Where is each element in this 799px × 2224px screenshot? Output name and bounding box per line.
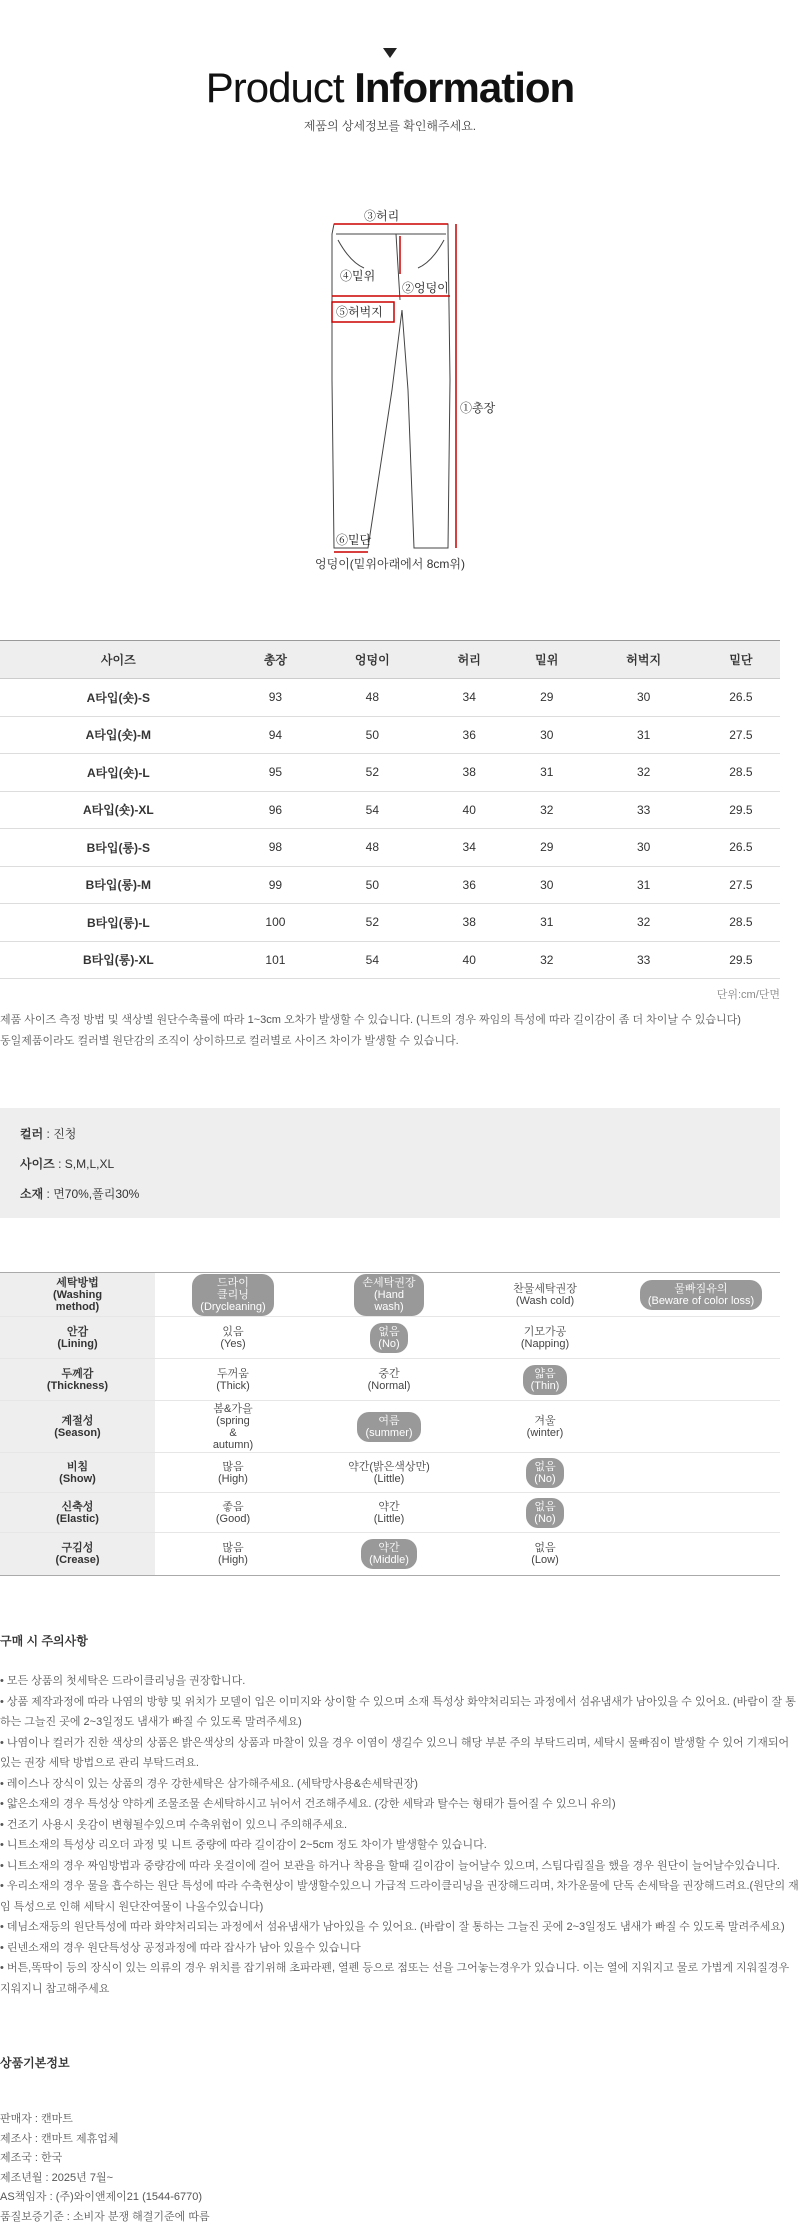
size-name-cell: A타입(숏)-L (0, 754, 237, 792)
size-value-cell: 54 (314, 791, 430, 829)
care-option-cell (155, 1273, 311, 1316)
size-value-cell: 34 (430, 829, 508, 867)
pocket-lines (338, 240, 444, 268)
care-option-cell (311, 1359, 467, 1400)
size-value-cell: 32 (508, 791, 586, 829)
care-option-cell (311, 1493, 467, 1532)
size-value-cell: 31 (508, 754, 586, 792)
care-row-header: 세탁방법 (Washing method) (0, 1273, 155, 1316)
precaution-line: • 버튼,똑딱이 등의 장식이 있는 의류의 경우 위치를 잡기위해 초파라펜, 열펜 등으로 점또는 선을 그어놓는경우가 있습니다. 이는 열에 지워지고 물로 가볍게 지워질경우 (0, 1962, 790, 1974)
header-waist: 허리 (430, 641, 508, 679)
care-option-cell (467, 1359, 623, 1400)
care-option-cell (311, 1273, 467, 1316)
size-table-row (0, 904, 780, 942)
care-option: 좋음 (Good) (215, 1500, 251, 1525)
care-option-cell (467, 1453, 623, 1492)
care-option-cell (623, 1493, 779, 1532)
size-value-cell: 40 (430, 791, 508, 829)
size-value-cell: 54 (314, 941, 430, 979)
precaution-line: • 모든 상품의 첫세탁은 드라이클리닝을 권장합니다. (0, 1675, 246, 1687)
label-hem: ⑥밑단 (336, 533, 372, 547)
size-value-cell: 36 (430, 866, 508, 904)
care-row (0, 1493, 780, 1533)
unit-label: 단위:cm/단면 (716, 989, 780, 1001)
size-value-cell: 36 (430, 716, 508, 754)
header-rise: 밑위 (508, 641, 586, 679)
size-name-cell: B타입(롱)-XL (0, 941, 237, 979)
care-option-selected: 없음 (No) (526, 1498, 563, 1528)
care-option: 중간 (Normal) (367, 1367, 411, 1392)
care-option: 찬물세탁권장 (Wash cold) (513, 1282, 577, 1307)
label-waist: ③허리 (364, 209, 400, 223)
size-value-cell: 30 (508, 866, 586, 904)
care-row (0, 1317, 780, 1359)
basic-info-line: 제조사 : 캔마트 제휴업체 (0, 2132, 119, 2145)
size-value-cell: 30 (508, 716, 586, 754)
label-hip: ②엉덩이 (402, 281, 449, 295)
size-value-cell: 101 (237, 941, 315, 979)
size-value-cell: 28.5 (702, 904, 780, 942)
basic-info-line: 판매자 : 캔마트 (0, 2113, 73, 2125)
care-option-cell (467, 1493, 623, 1532)
care-row-header: 안감 (Lining) (0, 1317, 155, 1358)
size-value-cell: 96 (237, 791, 315, 829)
care-option: 있음 (Yes) (220, 1325, 246, 1350)
care-option-cell (467, 1317, 623, 1358)
care-option-cell (311, 1401, 467, 1452)
size-value-cell: 48 (314, 679, 430, 717)
size-name-cell: A타입(숏)-XL (0, 791, 237, 829)
precaution-line: • 니트소재의 특성상 리오더 과정 및 니트 중량에 따라 길이감이 2~5cm 정도 차이가 발생할수 있습니다. (0, 1839, 487, 1851)
size-value-cell: 100 (237, 904, 315, 942)
precaution-line: • 데님소재등의 원단특성에 따라 화약처리되는 과정에서 섬유냄새가 남아있을 수 있어요. (바람이 잘 통하는 그늘진 곳에 2~3일정도 냄새가 빠질 수 있도록 말려주세요) (0, 1921, 785, 1933)
size-name-cell: A타입(숏)-M (0, 716, 237, 754)
precaution-line: 있는 권장 세탁 방법으로 관리 부탁드려요. (0, 1757, 199, 1769)
size-value-cell: 29 (508, 829, 586, 867)
label-rise: ④밑위 (340, 269, 376, 283)
care-table (0, 1272, 780, 1576)
size-value-cell: 99 (237, 866, 315, 904)
down-arrow-icon (383, 48, 397, 58)
basic-info-title: 상품기본정보 (0, 2056, 70, 2070)
care-option-cell (623, 1533, 779, 1575)
care-option-cell (623, 1317, 779, 1358)
size-table-row (0, 791, 780, 829)
size-value-cell: 27.5 (702, 716, 780, 754)
title-bold: Information (354, 64, 575, 111)
care-row (0, 1401, 780, 1453)
care-option-cell (311, 1533, 467, 1575)
size-value-cell: 94 (237, 716, 315, 754)
size-note-2: 동일제품이라도 컬러별 원단감의 조직이 상이하므로 컬러별로 사이즈 차이가 발생할 수 있습니다. (0, 1035, 459, 1047)
care-row (0, 1273, 780, 1317)
basic-info-line: 제조년월 : 2025년 7월~ (0, 2171, 113, 2184)
care-option: 약간 (Little) (373, 1500, 405, 1525)
size-value-cell: 48 (314, 829, 430, 867)
size-value-cell: 28.5 (702, 754, 780, 792)
header-thigh: 허벅지 (586, 641, 702, 679)
precaution-line: 하는 그늘진 곳에 2~3일정도 냄새가 빠질 수 있도록 말려주세요) (0, 1716, 302, 1728)
precaution-line: • 니트소재의 경우 짜임방법과 중량감에 따라 옷걸이에 걸어 보관을 하거나 착용을 할때 길이감이 늘어날수 있으며, 스팀다림질을 했을 경우 원단이 늘어날수있습니다. (0, 1859, 780, 1872)
care-row-header: 계절성 (Season) (0, 1401, 155, 1452)
care-option: 많음 (High) (218, 1460, 248, 1485)
care-option-cell (155, 1359, 311, 1400)
size-table-row (0, 754, 780, 792)
care-option-cell (467, 1533, 623, 1575)
precaution-line: • 상품 제작과정에 따라 나염의 방향 및 위치가 모델이 입은 이미지와 상이할 수 있으며 소재 특성상 화약처리되는 과정에서 섬유냄새가 남아있을 수 있어요. (바람이 잘 통 (0, 1695, 796, 1708)
size-value-cell: 31 (586, 716, 702, 754)
title-light: Product (205, 64, 344, 111)
label-length: ①총장 (460, 401, 496, 415)
size-value-cell: 27.5 (702, 866, 780, 904)
size-note-1: 제품 사이즈 측정 방법 및 색상별 원단수축률에 따라 1~3cm 오차가 발생할 수 있습니다. (니트의 경우 짜임의 특성에 따라 길이감이 좀 더 차이날 수 있습니다) (0, 1014, 741, 1026)
diagram-caption: 엉덩이(밑위아래에서 8cm위) (315, 557, 465, 571)
size-value-cell: 38 (430, 754, 508, 792)
size-name-cell: B타입(롱)-M (0, 866, 237, 904)
size-value-cell: 52 (314, 754, 430, 792)
care-row (0, 1453, 780, 1493)
care-option-cell (623, 1273, 779, 1316)
care-row-header: 비침 (Show) (0, 1453, 155, 1492)
basic-info-line: AS책임자 : (주)와이앤제이21 (1544-6770) (0, 2191, 203, 2203)
care-option-cell (623, 1359, 779, 1400)
precaution-line: • 건조기 사용시 옷감이 변형될수있으며 수축위험이 있으니 주의해주세요. (0, 1818, 348, 1831)
size-value-cell: 98 (237, 829, 315, 867)
precautions-title: 구매 시 주의사항 (0, 1634, 88, 1648)
care-option-cell (311, 1317, 467, 1358)
size-table-row (0, 679, 780, 717)
care-row-header: 두께감 (Thickness) (0, 1359, 155, 1400)
care-row-header: 신축성 (Elastic) (0, 1493, 155, 1532)
care-option-cell (311, 1453, 467, 1492)
size-name-cell: B타입(롱)-S (0, 829, 237, 867)
precaution-line: 지워지니 참고해주세요 (0, 1982, 110, 1995)
size-value-cell: 30 (586, 829, 702, 867)
care-option-cell (467, 1401, 623, 1452)
size-value-cell: 52 (314, 904, 430, 942)
header-size: 사이즈 (0, 641, 237, 679)
size-value-cell: 50 (314, 866, 430, 904)
precaution-line: • 나염이나 컬러가 진한 색상의 상품은 밝은색상의 상품과 마찰이 있을 경우 이염이 생길수 있으니 해당 부분 주의 부탁드리며, 세탁시 물빠짐이 발생할 수 있어 기재되어 (0, 1736, 790, 1749)
care-option: 많음 (High) (218, 1542, 248, 1566)
precaution-line: • 레이스나 장식이 있는 상품의 경우 강한세탁은 삼가해주세요. (세탁망사용&손세탁권장) (0, 1777, 418, 1790)
care-option: 봄&가을 (spring & autumn) (212, 1402, 254, 1451)
size-table (0, 640, 780, 979)
page-title (0, 64, 780, 112)
size-table-row (0, 716, 780, 754)
size-value-cell: 40 (430, 941, 508, 979)
header-hip: 엉덩이 (314, 641, 430, 679)
material-info: 소재 : 면70%,폴리30% (20, 1187, 140, 1201)
precaution-line: • 린넨소재의 경우 원단특성상 공정과정에 따라 잡사가 남아 있을수 있습니다 (0, 1941, 361, 1954)
size-value-cell: 29 (508, 679, 586, 717)
care-option-selected: 손세탁권장 (Hand wash) (354, 1274, 423, 1316)
header-hem: 밑단 (702, 641, 780, 679)
care-option-selected: 드라이 클리닝 (Drycleaning) (192, 1274, 273, 1316)
care-option: 두꺼움 (Thick) (216, 1367, 250, 1392)
size-value-cell: 29.5 (702, 791, 780, 829)
size-table-header (0, 641, 780, 679)
size-value-cell: 29.5 (702, 941, 780, 979)
size-value-cell: 50 (314, 716, 430, 754)
care-option-selected: 없음 (No) (370, 1323, 407, 1353)
label-thigh: ⑤허벅지 (336, 305, 383, 319)
care-option-cell (623, 1453, 779, 1492)
size-value-cell: 38 (430, 904, 508, 942)
care-option: 없음 (Low) (531, 1542, 559, 1566)
care-option-selected: 없음 (No) (526, 1458, 563, 1488)
size-value-cell: 32 (586, 904, 702, 942)
care-option-selected: 여름 (summer) (357, 1412, 420, 1442)
care-option: 겨울 (winter) (526, 1414, 564, 1439)
care-option: 약간(밝은색상만) (Little) (348, 1460, 430, 1485)
size-value-cell: 31 (586, 866, 702, 904)
size-value-cell: 32 (586, 754, 702, 792)
care-option-selected: 약간 (Middle) (361, 1539, 417, 1569)
product-info-box (0, 1108, 780, 1218)
size-info: 사이즈 : S,M,L,XL (20, 1157, 115, 1171)
pants-measurement-diagram (310, 200, 500, 580)
precaution-line: • 얇은소재의 경우 특성상 약하게 조물조물 손세탁하시고 뉘어서 건조해주세요. (강한 세탁과 탈수는 형태가 틀어질 수 있으니 유의) (0, 1798, 616, 1810)
size-value-cell: 32 (508, 941, 586, 979)
header-length: 총장 (237, 641, 315, 679)
care-row (0, 1533, 780, 1575)
page-subtitle: 제품의 상세정보를 확인해주세요. (303, 119, 477, 133)
size-table-row (0, 829, 780, 867)
size-value-cell: 30 (586, 679, 702, 717)
size-table-row (0, 941, 780, 979)
size-value-cell: 34 (430, 679, 508, 717)
care-row (0, 1359, 780, 1401)
precaution-line: • 우리소재의 경우 물을 흡수하는 원단 특성에 따라 수축현상이 발생할수있으니 가급적 드라이클리닝을 권장해드리며, 차가운물에 단독 손세탁을 권장해드려요.(원단의 재 (0, 1880, 799, 1892)
care-option-cell (467, 1273, 623, 1316)
care-option: 기모가공 (Napping) (520, 1325, 570, 1350)
size-name-cell: A타입(숏)-S (0, 679, 237, 717)
care-option-cell (155, 1453, 311, 1492)
size-name-cell: B타입(롱)-L (0, 904, 237, 942)
size-value-cell: 33 (586, 941, 702, 979)
care-row-header: 구김성 (Crease) (0, 1533, 155, 1575)
basic-info-line: 품질보증기준 : 소비자 분쟁 해결기준에 따름 (0, 2210, 210, 2223)
size-value-cell: 93 (237, 679, 315, 717)
size-value-cell: 26.5 (702, 829, 780, 867)
size-value-cell: 95 (237, 754, 315, 792)
color-info: 컬러 : 진청 (20, 1127, 77, 1141)
care-option-cell (155, 1317, 311, 1358)
care-option-selected: 얇음 (Thin) (523, 1365, 568, 1395)
care-option-cell (155, 1533, 311, 1575)
care-option-selected: 물빠짐유의 (Beware of color loss) (640, 1280, 762, 1310)
size-value-cell: 26.5 (702, 679, 780, 717)
care-option-cell (623, 1401, 779, 1452)
size-value-cell: 33 (586, 791, 702, 829)
care-option-cell (155, 1401, 311, 1452)
precaution-line: 임 특성으로 인해 세탁시 원단잔여물이 나올수있습니다) (0, 1900, 264, 1913)
size-value-cell: 31 (508, 904, 586, 942)
size-table-row (0, 866, 780, 904)
basic-info-line: 제조국 : 한국 (0, 2152, 63, 2164)
care-option-cell (155, 1493, 311, 1532)
